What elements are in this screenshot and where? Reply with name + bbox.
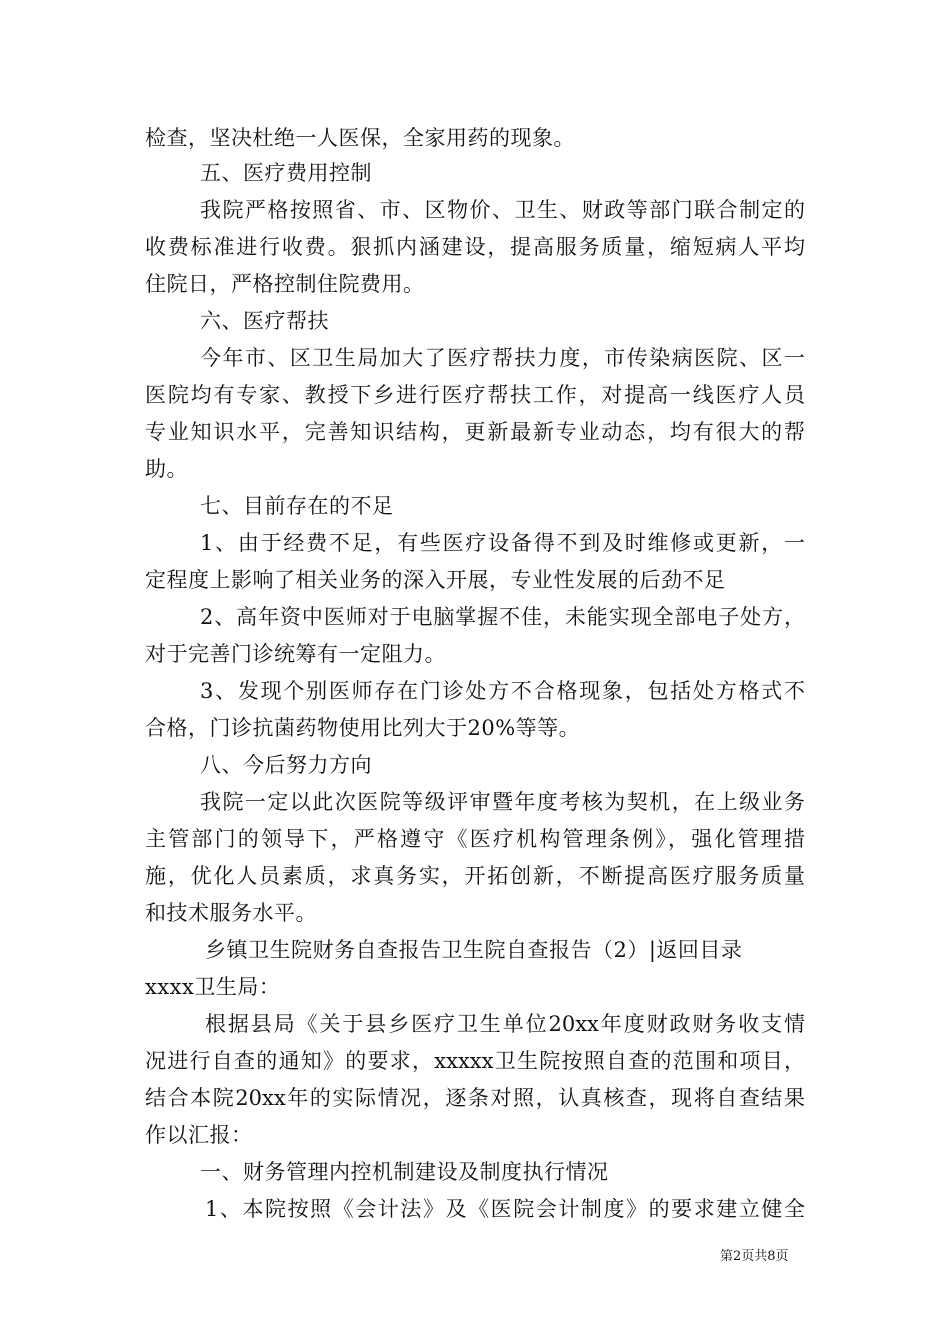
text-line: 住院日，严格控制住院费用。 bbox=[145, 272, 425, 296]
text-line: 施，优化人员素质，求真务实，开拓创新，不断提高医疗服务质量 bbox=[145, 864, 805, 888]
text-line: 和技术服务水平。 bbox=[145, 901, 317, 925]
text-line: 对于完善门诊统筹有一定阻力。 bbox=[145, 642, 446, 666]
text-line: 结合本院20xx年的实际情况，逐条对照，认真核查，现将自查结果 bbox=[145, 1086, 805, 1110]
text-line: 我院严格按照省、市、区物价、卫生、财政等部门联合制定的 bbox=[200, 198, 805, 222]
text-line: 我院一定以此次医院等级评审暨年度考核为契机，在上级业务 bbox=[200, 790, 805, 814]
text-line: 1、由于经费不足，有些医疗设备得不到及时维修或更新，一 bbox=[200, 531, 805, 555]
text-line: 况进行自查的通知》的要求，xxxxx卫生院按照自查的范围和项目， bbox=[145, 1049, 805, 1073]
text-line: 3、发现个别医师存在门诊处方不合格现象，包括处方格式不 bbox=[200, 679, 805, 703]
text-line: 检查，坚决杜绝一人医保，全家用药的现象。 bbox=[145, 126, 575, 150]
article-title-link: 乡镇卫生院财务自查报告卫生院自查报告（2）|返回目录 bbox=[205, 938, 743, 962]
text-line: 医院均有专家、教授下乡进行医疗帮扶工作，对提高一线医疗人员 bbox=[145, 383, 805, 407]
section-heading: 七、目前存在的不足 bbox=[200, 494, 394, 518]
text-line: 助。 bbox=[145, 457, 188, 481]
section-heading: 八、今后努力方向 bbox=[200, 753, 372, 777]
section-heading: 一、财务管理内控机制建设及制度执行情况 bbox=[200, 1160, 609, 1184]
text-line: 2、高年资中医师对于电脑掌握不佳，未能实现全部电子处方， bbox=[200, 605, 805, 629]
addressee-line: xxxx卫生局： bbox=[145, 975, 281, 999]
text-line: 根据县局《关于县乡医疗卫生单位20xx年度财政财务收支情 bbox=[205, 1012, 805, 1036]
text-line: 收费标准进行收费。狠抓内涵建设，提高服务质量，缩短病人平均 bbox=[145, 235, 805, 259]
section-heading: 五、医疗费用控制 bbox=[200, 161, 372, 185]
section-heading: 六、医疗帮扶 bbox=[200, 309, 329, 333]
text-line: 专业知识水平，完善知识结构，更新最新专业动态，均有很大的帮 bbox=[145, 420, 805, 444]
page-number: 第2页共8页 bbox=[720, 1249, 789, 1264]
text-line: 今年市、区卫生局加大了医疗帮扶力度，市传染病医院、区一 bbox=[200, 346, 805, 370]
text-line: 主管部门的领导下，严格遵守《医疗机构管理条例》，强化管理措 bbox=[145, 827, 805, 851]
text-line: 定程度上影响了相关业务的深入开展，专业性发展的后劲不足 bbox=[145, 568, 726, 592]
text-line: 合格，门诊抗菌药物使用比列大于20%等等。 bbox=[145, 716, 581, 740]
text-line: 1、本院按照《会计法》及《医院会计制度》的要求建立健全 bbox=[205, 1197, 805, 1221]
text-line: 作以汇报： bbox=[145, 1123, 253, 1147]
